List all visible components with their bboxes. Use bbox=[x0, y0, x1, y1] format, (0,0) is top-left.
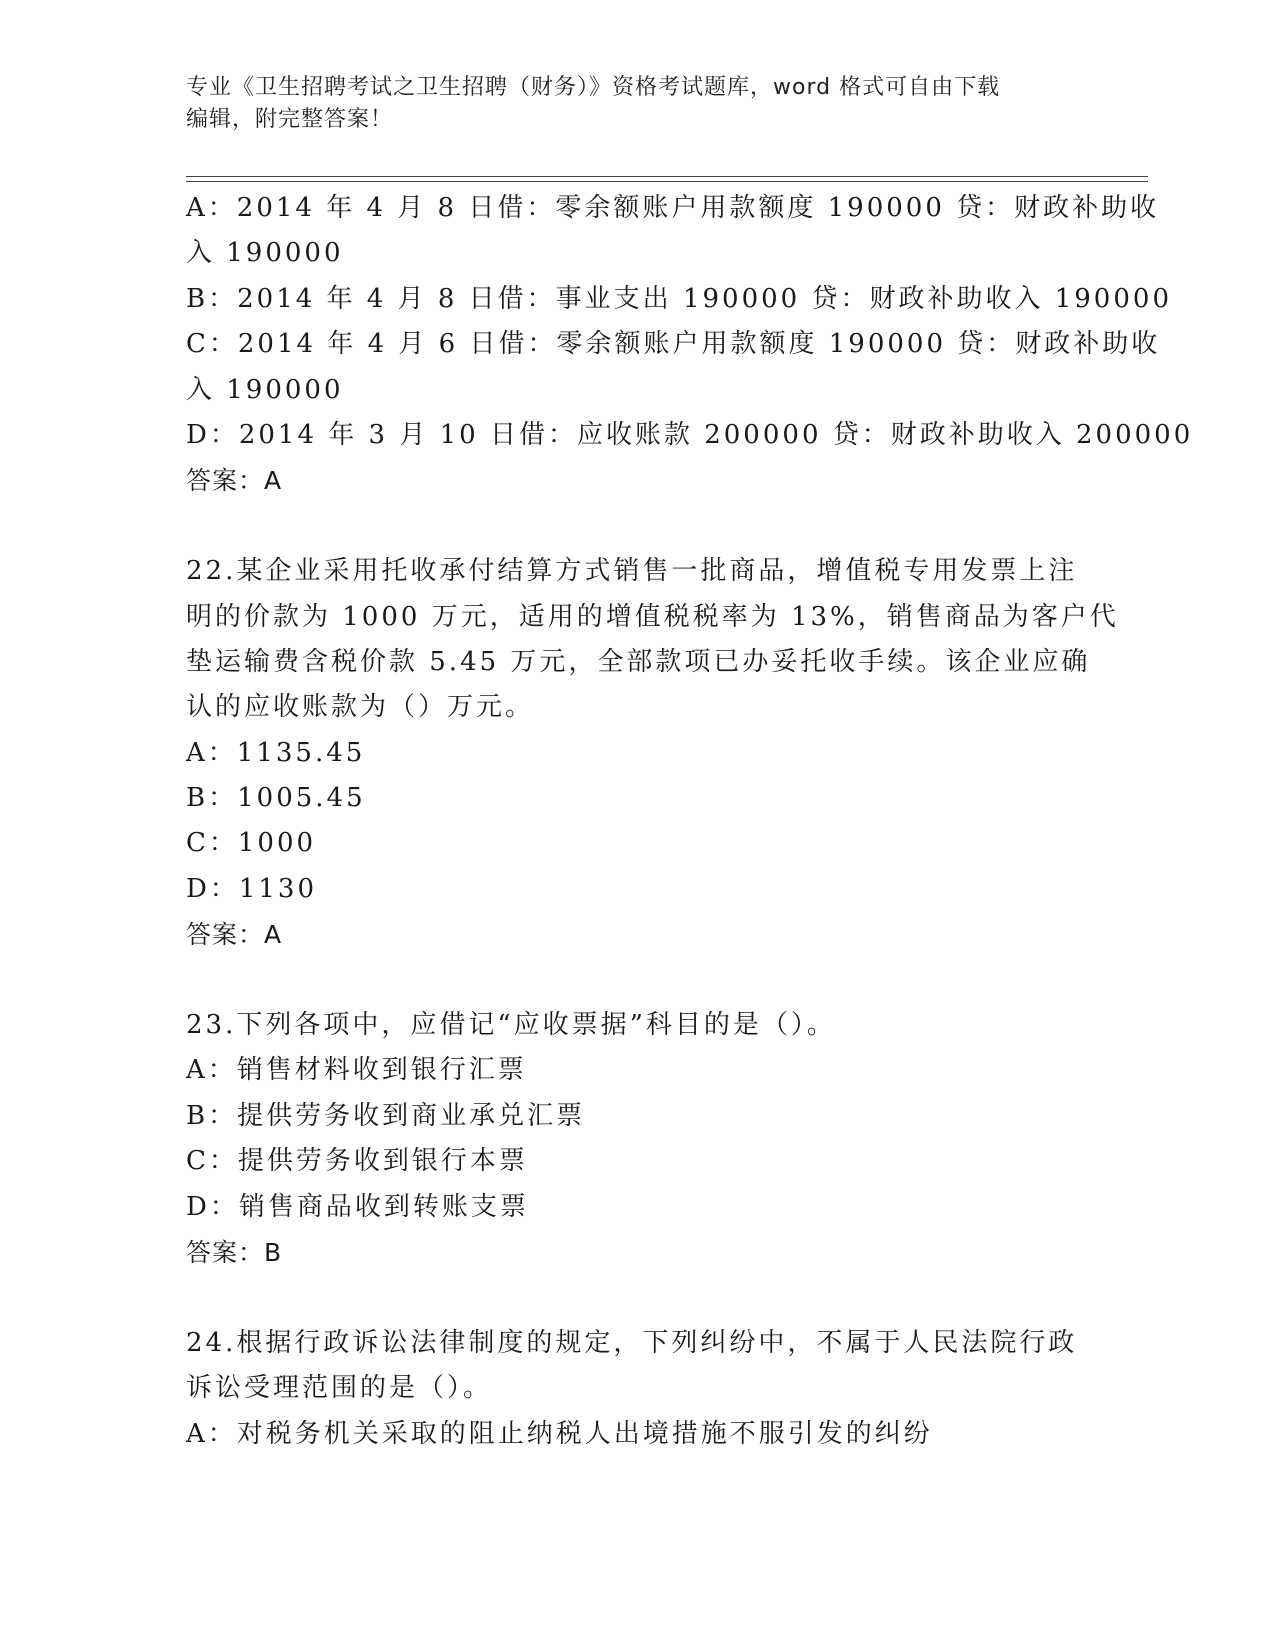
question-stem-line-1: 24.根据行政诉讼法律制度的规定，下列纠纷中，不属于人民法院行政 bbox=[186, 1327, 1078, 1358]
question-stem-line-2: 明的价款为 1000 万元，适用的增值税税率为 13%，销售商品为客户代 bbox=[186, 601, 1119, 632]
answer: 答案：A bbox=[186, 920, 283, 950]
answer: 答案：B bbox=[186, 1237, 283, 1267]
option-b: B：2014 年 4 月 8 日借：事业支出 190000 贷：财政补助收入 190000 bbox=[186, 283, 1172, 314]
question-stem-line-3: 垫运输费含税价款 5.45 万元，全部款项已办妥托收手续。该企业应确 bbox=[186, 646, 1091, 677]
spacer bbox=[186, 1275, 1086, 1320]
question-stem-line-1: 22.某企业采用托收承付结算方式销售一批商品，增值税专用发票上注 bbox=[186, 556, 1078, 587]
option-d: D：2014 年 3 月 10 日借：应收账款 200000 贷：财政补助收入 200000 bbox=[186, 419, 1194, 450]
question-21-options bbox=[186, 186, 1194, 504]
question-22 bbox=[186, 549, 1119, 958]
question-stem-line-1: 23.下列各项中，应借记“应收票据”科目的是（）。 bbox=[186, 1010, 836, 1041]
question-24 bbox=[186, 1321, 1086, 1457]
option-a: A：销售材料收到银行汇票 bbox=[186, 1055, 527, 1086]
option-d: D：1130 bbox=[186, 873, 318, 904]
option-c: C：1000 bbox=[186, 828, 317, 859]
option-a: A：1135.45 bbox=[186, 737, 366, 768]
question-stem-line-2: 诉讼受理范围的是（）。 bbox=[186, 1373, 493, 1404]
question-23 bbox=[186, 1003, 1086, 1275]
option-c: C：提供劳务收到银行本票 bbox=[186, 1146, 528, 1177]
document-body bbox=[186, 186, 1194, 1457]
spacer bbox=[186, 504, 1086, 549]
document-header bbox=[186, 72, 1086, 136]
option-c-line-1: C：2014 年 4 月 6 日借：零余额账户用款额度 190000 贷：财政补助收 bbox=[186, 329, 1161, 360]
option-b: B：提供劳务收到商业承兑汇票 bbox=[186, 1100, 586, 1131]
question-stem-line-4: 认的应收账款为（）万元。 bbox=[186, 692, 535, 723]
option-a-line-2: 入 190000 bbox=[186, 238, 344, 269]
header-rule-top bbox=[186, 176, 1148, 177]
answer: 答案：A bbox=[186, 466, 283, 496]
spacer bbox=[186, 958, 1086, 1003]
option-a: A：对税务机关采取的阻止纳税人出境措施不服引发的纠纷 bbox=[186, 1418, 933, 1449]
option-b: B：1005.45 bbox=[186, 783, 366, 814]
header-line-2: 编辑，附完整答案！ bbox=[186, 107, 394, 132]
header-line-1: 专业《卫生招聘考试之卫生招聘（财务）》资格考试题库，word 格式可自由下载 bbox=[186, 75, 1001, 100]
option-a-line-1: A：2014 年 4 月 8 日借：零余额账户用款额度 190000 贷：财政补助收 bbox=[186, 193, 1160, 223]
option-c-line-2: 入 190000 bbox=[186, 374, 344, 405]
option-d: D：销售商品收到转账支票 bbox=[186, 1191, 529, 1222]
header-rule-bottom bbox=[186, 181, 1148, 182]
